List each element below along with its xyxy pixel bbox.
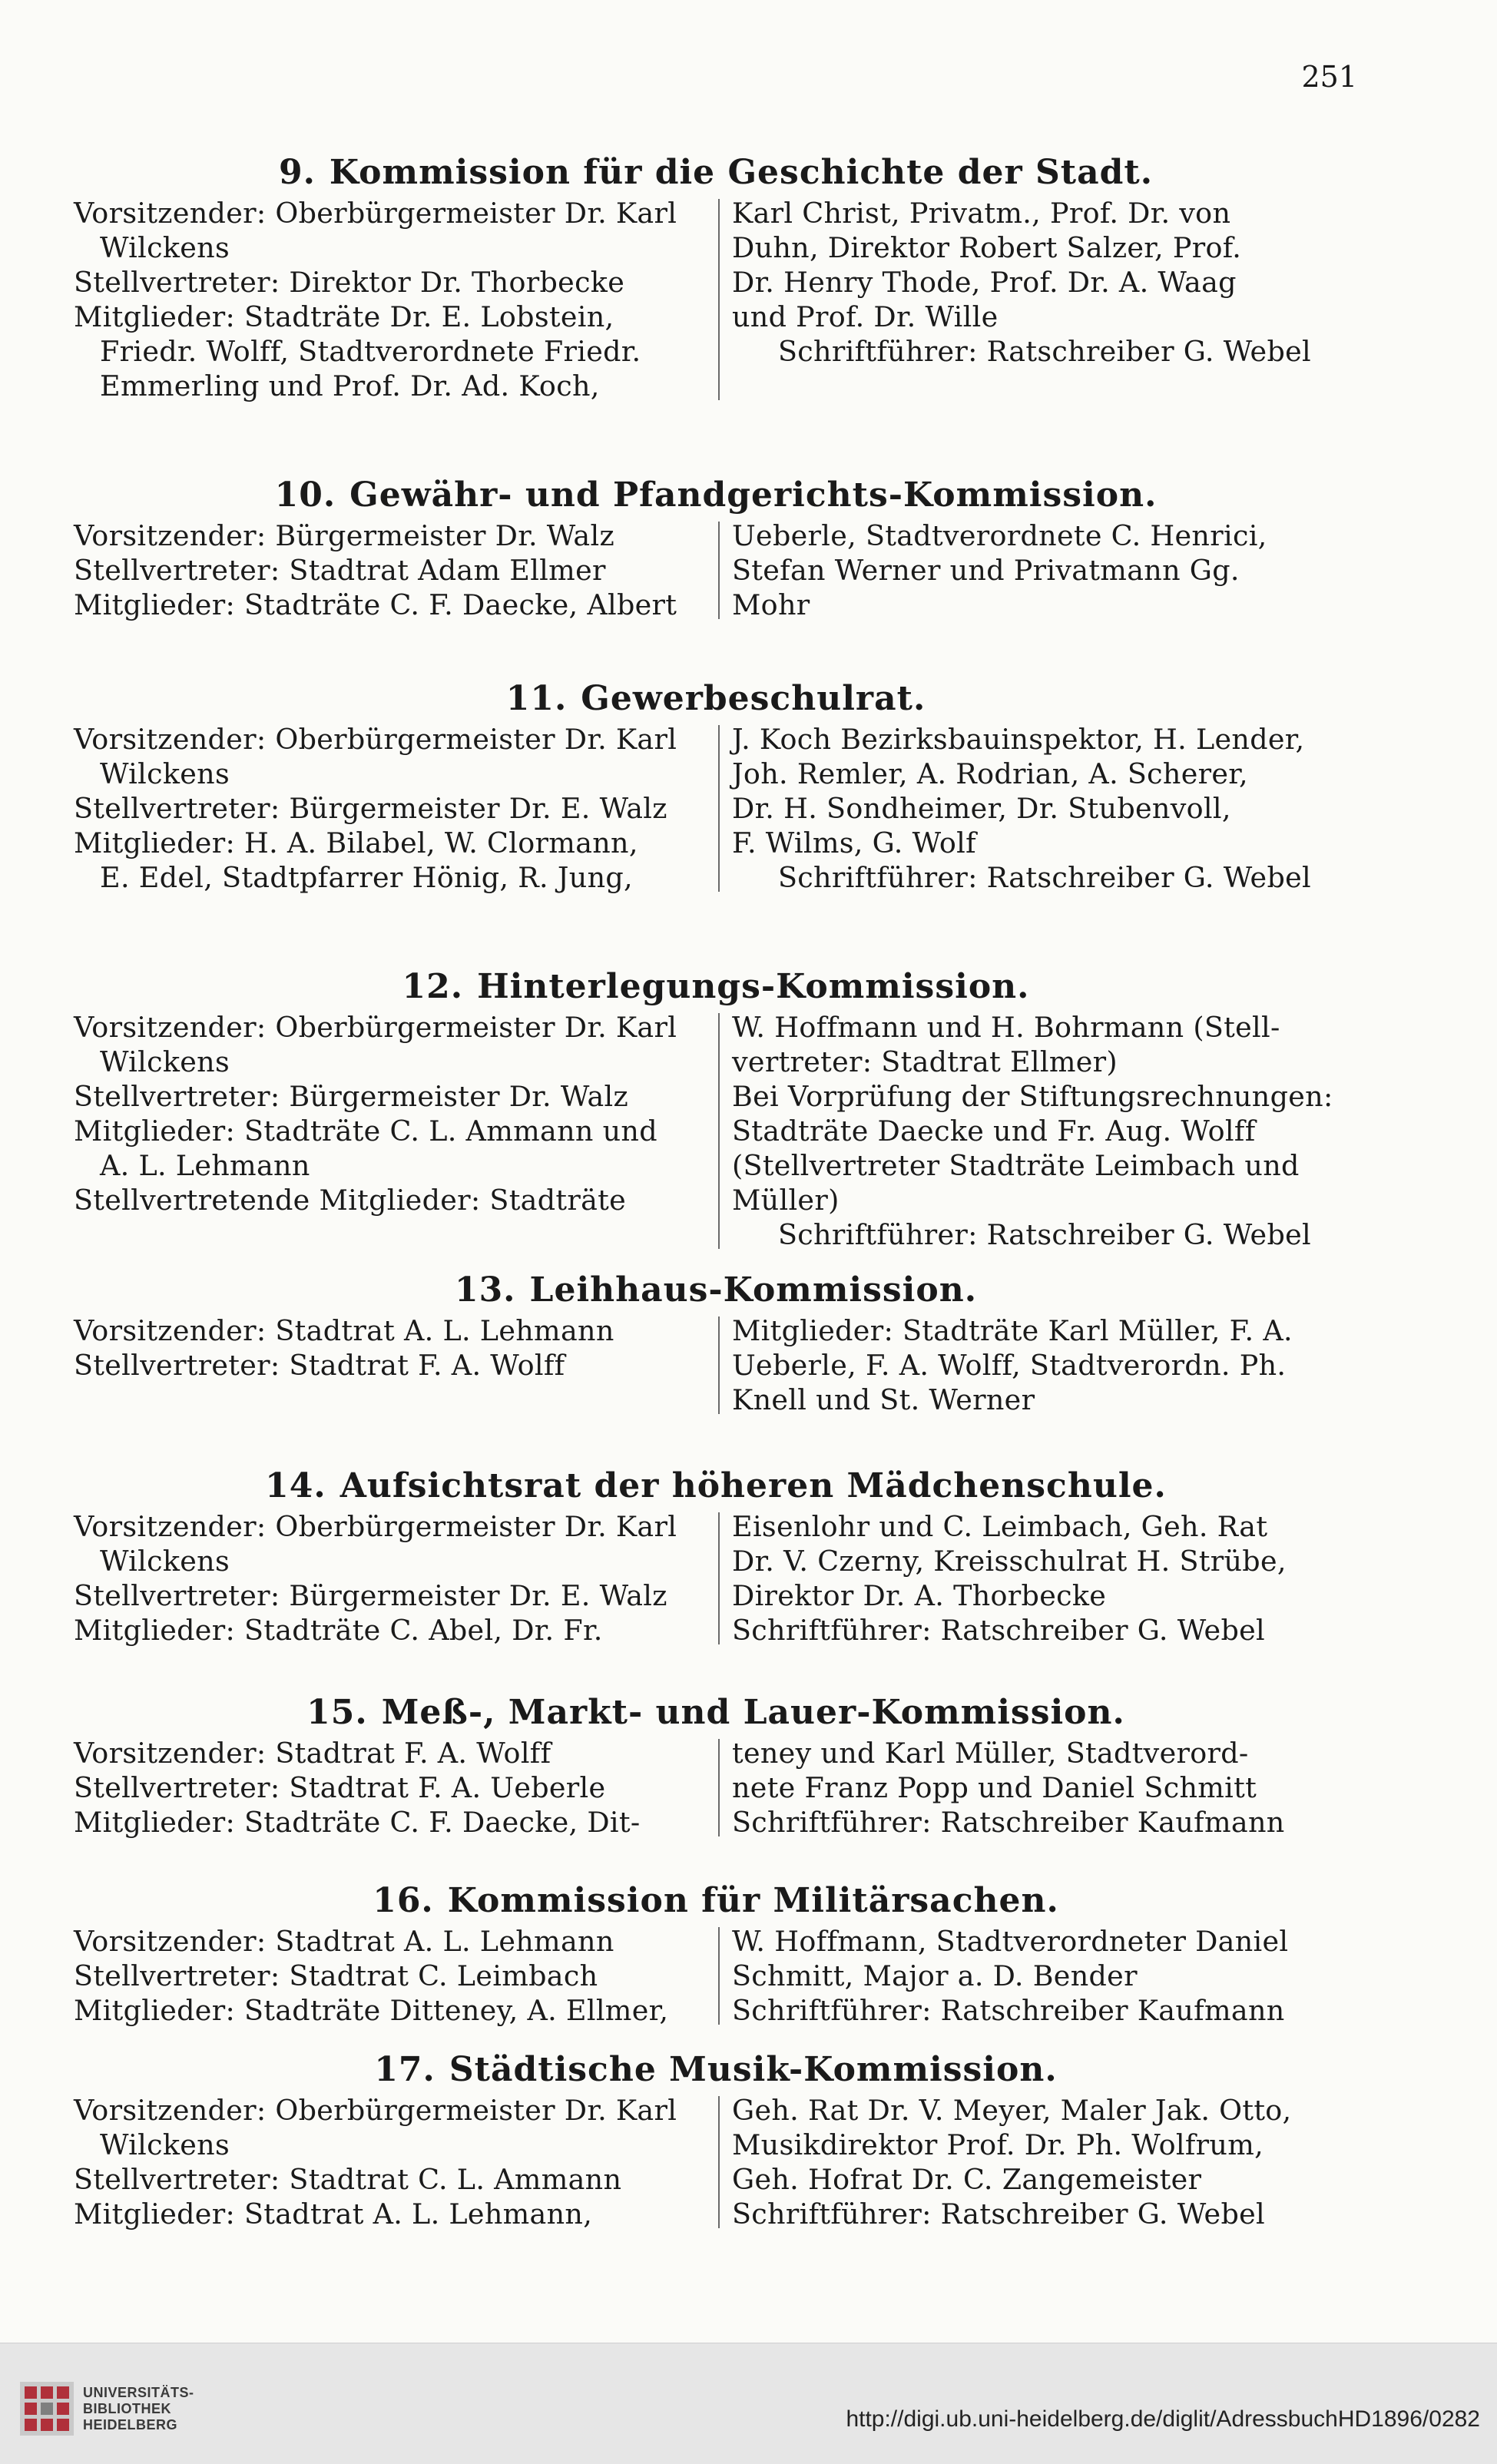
left-column bbox=[74, 1924, 707, 2028]
entry-line: Vorsitzender: Stadtrat A. L. Lehmann bbox=[74, 1314, 614, 1347]
section-title: Hinterlegungs-Kommission. bbox=[477, 967, 1030, 1006]
entry-line: Bei Vorprüfung der Stiftungsrechnungen: bbox=[732, 1080, 1333, 1113]
commission-section bbox=[74, 1267, 1358, 1417]
entry-line: W. Hoffmann und H. Bohrmann (Stell- bbox=[732, 1011, 1280, 1044]
left-column bbox=[74, 722, 707, 895]
right-column bbox=[732, 196, 1358, 403]
entry-line: Stellvertretende Mitglieder: Stadträte bbox=[74, 1184, 627, 1217]
section-heading bbox=[74, 1690, 1358, 1736]
section-number: 12. bbox=[402, 967, 464, 1006]
entry-line: Stellvertreter: Stadtrat C. L. Ammann bbox=[74, 2163, 622, 2196]
entry-line: Vorsitzender: Oberbürgermeister Dr. Karl bbox=[74, 2094, 677, 2127]
entry-line: Geh. Rat Dr. V. Meyer, Maler Jak. Otto, bbox=[732, 2094, 1292, 2127]
entry-line: Geh. Hofrat Dr. C. Zangemeister bbox=[732, 2163, 1202, 2196]
commission-section bbox=[74, 150, 1358, 403]
entry-line: Wilckens bbox=[100, 1045, 230, 1078]
column-separator bbox=[718, 1316, 720, 1414]
entry-line: W. Hoffmann, Stadtverordneter Daniel bbox=[732, 1925, 1289, 1958]
entry-line: Mitglieder: Stadträte Ditteney, A. Ellmer, bbox=[74, 1994, 669, 2027]
left-column bbox=[74, 518, 707, 622]
commission-section bbox=[74, 1690, 1358, 1840]
entry-line: Schriftführer: Ratschreiber G. Webel bbox=[778, 1218, 1311, 1251]
entry-line: Wilckens bbox=[100, 757, 230, 790]
commission-section bbox=[74, 2047, 1358, 2231]
section-heading bbox=[74, 472, 1358, 518]
entry-line: Schriftführer: Ratschreiber G. Webel bbox=[778, 335, 1311, 368]
entry-line: Eisenlohr und C. Leimbach, Geh. Rat bbox=[732, 1510, 1268, 1543]
section-heading bbox=[74, 2047, 1358, 2093]
library-name bbox=[83, 2385, 194, 2433]
column-separator bbox=[718, 1013, 720, 1249]
entry-line: Dr. H. Sondheimer, Dr. Stubenvoll, bbox=[732, 792, 1231, 825]
entry-line: Wilckens bbox=[100, 2128, 230, 2161]
commission-section bbox=[74, 676, 1358, 895]
entry-line: Stellvertreter: Stadtrat F. A. Ueberle bbox=[74, 1771, 606, 1804]
entry-line: nete Franz Popp und Daniel Schmitt bbox=[732, 1771, 1257, 1804]
left-column bbox=[74, 1509, 707, 1648]
section-columns bbox=[74, 1924, 1358, 2028]
entry-line: Schriftführer: Ratschreiber G. Webel bbox=[732, 2197, 1265, 2231]
entry-line: Joh. Remler, A. Rodrian, A. Scherer, bbox=[732, 757, 1248, 790]
entry-line: Stellvertreter: Direktor Dr. Thorbecke bbox=[74, 266, 625, 299]
entry-line: Stefan Werner und Privatmann Gg. bbox=[732, 554, 1240, 587]
entry-line: A. L. Lehmann bbox=[100, 1149, 310, 1182]
section-number: 9. bbox=[278, 153, 316, 192]
entry-line: Karl Christ, Privatm., Prof. Dr. von bbox=[732, 197, 1231, 230]
entry-line: Stellvertreter: Stadtrat Adam Ellmer bbox=[74, 554, 606, 587]
section-heading bbox=[74, 1267, 1358, 1313]
entry-line: Mitglieder: H. A. Bilabel, W. Clormann, bbox=[74, 826, 638, 859]
entry-line: E. Edel, Stadtpfarrer Hönig, R. Jung, bbox=[100, 861, 633, 894]
section-number: 17. bbox=[374, 2050, 436, 2089]
entry-line: Stellvertreter: Bürgermeister Dr. E. Walz bbox=[74, 1579, 667, 1612]
entry-line: Dr. Henry Thode, Prof. Dr. A. Waag bbox=[732, 266, 1237, 299]
entry-line: Duhn, Direktor Robert Salzer, Prof. bbox=[732, 231, 1242, 264]
entry-line: Mitglieder: Stadträte C. Abel, Dr. Fr. bbox=[74, 1614, 603, 1647]
right-column bbox=[732, 722, 1358, 895]
entry-line: Schriftführer: Ratschreiber Kaufmann bbox=[732, 1994, 1285, 2027]
section-columns bbox=[74, 196, 1358, 403]
column-separator bbox=[718, 725, 720, 892]
entry-line: Vorsitzender: Oberbürgermeister Dr. Karl bbox=[74, 197, 677, 230]
section-number: 15. bbox=[306, 1693, 368, 1732]
entry-line: Vorsitzender: Stadtrat A. L. Lehmann bbox=[74, 1925, 614, 1958]
right-column bbox=[732, 2093, 1358, 2231]
section-title: Meß-, Markt- und Lauer-Kommission. bbox=[381, 1693, 1125, 1732]
section-heading bbox=[74, 964, 1358, 1010]
column-separator bbox=[718, 1739, 720, 1836]
column-separator bbox=[718, 199, 720, 400]
entry-line: vertreter: Stadtrat Ellmer) bbox=[732, 1045, 1118, 1078]
section-title: Aufsichtsrat der höheren Mädchenschule. bbox=[339, 1466, 1167, 1505]
section-number: 10. bbox=[274, 475, 336, 515]
entry-line: Mitglieder: Stadträte C. F. Daecke, Dit- bbox=[74, 1806, 641, 1839]
entry-line: (Stellvertreter Stadträte Leimbach und bbox=[732, 1149, 1300, 1182]
right-column bbox=[732, 1509, 1358, 1648]
right-column bbox=[732, 1010, 1358, 1252]
entry-line: Stellvertreter: Bürgermeister Dr. E. Walz bbox=[74, 792, 667, 825]
entry-line: Musikdirektor Prof. Dr. Ph. Wolfrum, bbox=[732, 2128, 1264, 2161]
entry-line: Schriftführer: Ratschreiber Kaufmann bbox=[732, 1806, 1285, 1839]
entry-line: Ueberle, Stadtverordnete C. Henrici, bbox=[732, 519, 1267, 552]
commission-section bbox=[74, 472, 1358, 622]
library-name-line: HEIDELBERG bbox=[83, 2417, 178, 2433]
left-column bbox=[74, 1010, 707, 1252]
section-title: Kommission für Militärsachen. bbox=[447, 1881, 1059, 1920]
entry-line: Mohr bbox=[732, 588, 810, 621]
section-columns bbox=[74, 1736, 1358, 1840]
university-library-logo-icon bbox=[20, 2382, 74, 2436]
right-column bbox=[732, 1313, 1358, 1417]
entry-line: Wilckens bbox=[100, 231, 230, 264]
commission-section bbox=[74, 1878, 1358, 2028]
entry-line: Vorsitzender: Oberbürgermeister Dr. Karl bbox=[74, 1510, 677, 1543]
left-column bbox=[74, 1736, 707, 1840]
left-column bbox=[74, 196, 707, 403]
entry-line: Wilckens bbox=[100, 1545, 230, 1578]
column-separator bbox=[718, 1927, 720, 2025]
section-columns bbox=[74, 2093, 1358, 2231]
section-columns bbox=[74, 1010, 1358, 1252]
section-number: 11. bbox=[505, 679, 568, 718]
entry-line: Vorsitzender: Oberbürgermeister Dr. Karl bbox=[74, 723, 677, 756]
entry-line: Mitglieder: Stadtrat A. L. Lehmann, bbox=[74, 2197, 593, 2231]
source-url-link[interactable]: http://digi.ub.uni-heidelberg.de/diglit/AdressbuchHD1896/0282 bbox=[846, 2406, 1480, 2432]
entry-line: Stadträte Daecke und Fr. Aug. Wolff bbox=[732, 1114, 1256, 1148]
section-number: 13. bbox=[454, 1270, 516, 1310]
left-column bbox=[74, 2093, 707, 2231]
column-separator bbox=[718, 1512, 720, 1644]
section-columns bbox=[74, 722, 1358, 895]
entry-line: Müller) bbox=[732, 1184, 840, 1217]
right-column bbox=[732, 1736, 1358, 1840]
entry-line: Stellvertreter: Stadtrat C. Leimbach bbox=[74, 1959, 598, 1992]
library-name-line: BIBLIOTHEK bbox=[83, 2401, 171, 2416]
right-column bbox=[732, 1924, 1358, 2028]
section-title: Städtische Musik-Kommission. bbox=[449, 2050, 1058, 2089]
entry-line: Knell und St. Werner bbox=[732, 1383, 1035, 1416]
entry-line: Vorsitzender: Oberbürgermeister Dr. Karl bbox=[74, 1011, 677, 1044]
column-separator bbox=[718, 522, 720, 619]
entry-line: F. Wilms, G. Wolf bbox=[732, 826, 976, 859]
entry-line: Mitglieder: Stadträte Dr. E. Lobstein, bbox=[74, 300, 614, 333]
entry-line: Ueberle, F. A. Wolff, Stadtverordn. Ph. bbox=[732, 1349, 1287, 1382]
entry-line: J. Koch Bezirksbauinspektor, H. Lender, bbox=[732, 723, 1305, 756]
entry-line: Vorsitzender: Bürgermeister Dr. Walz bbox=[74, 519, 614, 552]
section-title: Kommission für die Geschichte der Stadt. bbox=[329, 153, 1154, 192]
entry-line: Mitglieder: Stadträte Karl Müller, F. A. bbox=[732, 1314, 1293, 1347]
section-columns bbox=[74, 518, 1358, 622]
left-column bbox=[74, 1313, 707, 1417]
section-columns bbox=[74, 1313, 1358, 1417]
entry-line: Stellvertreter: Stadtrat F. A. Wolff bbox=[74, 1349, 565, 1382]
section-heading bbox=[74, 150, 1358, 196]
section-title: Leihhaus-Kommission. bbox=[529, 1270, 978, 1310]
entry-line: und Prof. Dr. Wille bbox=[732, 300, 999, 333]
entry-line: Mitglieder: Stadträte C. F. Daecke, Albert bbox=[74, 588, 677, 621]
entry-line: Schriftführer: Ratschreiber G. Webel bbox=[732, 1614, 1265, 1647]
section-heading bbox=[74, 1878, 1358, 1924]
section-title: Gewähr- und Pfandgerichts-Kommission. bbox=[349, 475, 1158, 515]
entry-line: Dr. V. Czerny, Kreisschulrat H. Strübe, bbox=[732, 1545, 1287, 1578]
commission-section bbox=[74, 1463, 1358, 1648]
section-columns bbox=[74, 1509, 1358, 1648]
entry-line: teney und Karl Müller, Stadtverord- bbox=[732, 1737, 1249, 1770]
section-number: 16. bbox=[373, 1881, 434, 1920]
entry-line: Emmerling und Prof. Dr. Ad. Koch, bbox=[100, 369, 600, 402]
entry-line: Stellvertreter: Bürgermeister Dr. Walz bbox=[74, 1080, 629, 1113]
column-separator bbox=[718, 2096, 720, 2228]
section-number: 14. bbox=[265, 1466, 326, 1505]
entry-line: Friedr. Wolff, Stadtverordnete Friedr. bbox=[100, 335, 641, 368]
entry-line: Vorsitzender: Stadtrat F. A. Wolff bbox=[74, 1737, 551, 1770]
entry-line: Schmitt, Major a. D. Bender bbox=[732, 1959, 1138, 1992]
section-title: Gewerbeschulrat. bbox=[581, 679, 926, 718]
section-heading bbox=[74, 676, 1358, 722]
commission-section bbox=[74, 964, 1358, 1252]
entry-line: Direktor Dr. A. Thorbecke bbox=[732, 1579, 1107, 1612]
footer-bar bbox=[0, 2343, 1497, 2464]
library-name-line: UNIVERSITÄTS- bbox=[83, 2385, 194, 2400]
section-heading bbox=[74, 1463, 1358, 1509]
entry-line: Schriftführer: Ratschreiber G. Webel bbox=[778, 861, 1311, 894]
page-number: 251 bbox=[1301, 60, 1357, 94]
entry-line: Mitglieder: Stadträte C. L. Ammann und bbox=[74, 1114, 657, 1148]
right-column bbox=[732, 518, 1358, 622]
